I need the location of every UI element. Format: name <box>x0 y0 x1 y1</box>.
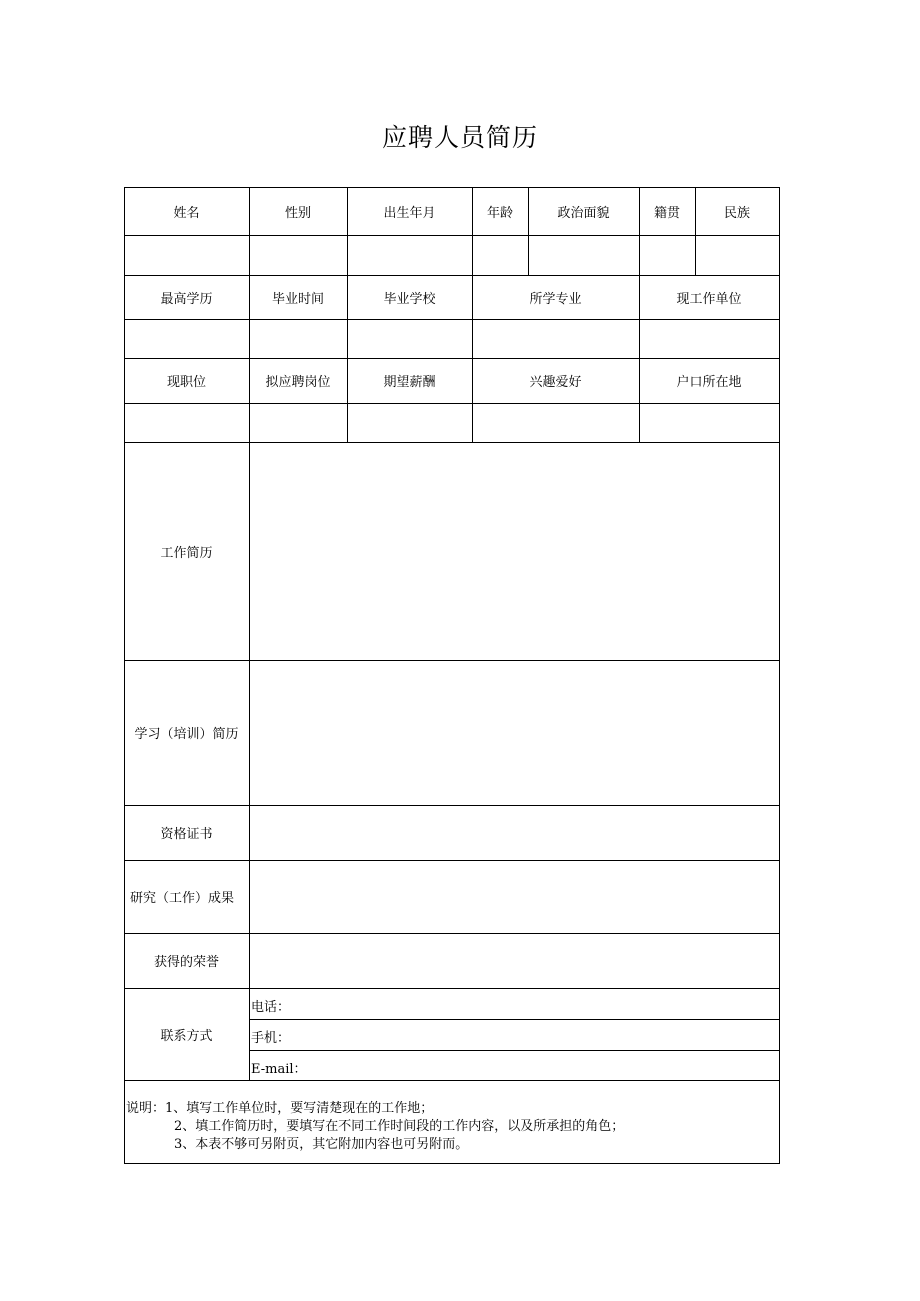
input-age[interactable] <box>473 236 528 275</box>
header-graduation-time: 毕业时间 <box>271 291 324 307</box>
rule <box>249 1050 780 1051</box>
input-name[interactable] <box>125 236 249 275</box>
input-salary[interactable] <box>348 404 472 442</box>
label-certificates: 资格证书 <box>160 827 213 842</box>
header-education: 最高学历 <box>160 291 213 307</box>
header-school: 毕业学校 <box>383 291 436 307</box>
note-line-3: 3、本表不够可另附页，其它附加内容也可另附而。 <box>174 1137 469 1152</box>
header-employer: 现工作单位 <box>676 291 742 307</box>
header-ethnicity: 民族 <box>723 205 750 221</box>
input-work-history[interactable] <box>250 443 779 660</box>
input-birth[interactable] <box>348 236 472 275</box>
page-title: 应聘人员简历 <box>381 123 538 152</box>
rule <box>124 1080 780 1081</box>
header-major: 所学专业 <box>529 291 582 307</box>
input-target-position[interactable] <box>250 404 347 442</box>
header-hobbies: 兴趣爱好 <box>529 375 582 390</box>
input-study-history[interactable] <box>250 661 779 805</box>
input-political[interactable] <box>529 236 639 275</box>
note-line-1: 说明：1、填写工作单位时，要写清楚现在的工作地； <box>126 1101 434 1116</box>
input-hobbies[interactable] <box>473 404 639 442</box>
header-salary: 期望薪酬 <box>383 375 436 390</box>
rule <box>249 1019 780 1020</box>
header-native-place: 籍贯 <box>653 205 680 221</box>
label-work-history: 工作简历 <box>160 545 213 561</box>
contact-phone-field[interactable]: 电话： <box>251 1000 291 1015</box>
border-right <box>779 187 780 1164</box>
contact-mobile-field[interactable]: 手机： <box>251 1031 291 1046</box>
input-household[interactable] <box>640 404 779 442</box>
contact-email-field[interactable]: E-mail： <box>251 1062 307 1077</box>
input-graduation-time[interactable] <box>250 320 347 358</box>
input-certificates[interactable] <box>250 806 779 860</box>
header-target-position: 拟应聘岗位 <box>265 375 331 390</box>
border-bottom <box>124 1163 780 1164</box>
note-line-2: 2、填工作简历时，要填写在不同工作时间段的工作内容，以及所承担的角色； <box>174 1119 625 1134</box>
input-education[interactable] <box>125 320 249 358</box>
label-honors: 获得的荣誉 <box>153 955 219 970</box>
label-research-results: 研究（工作）成果 <box>129 891 234 906</box>
input-honors[interactable] <box>250 934 779 988</box>
input-employer[interactable] <box>640 320 779 358</box>
input-native-place[interactable] <box>640 236 695 275</box>
input-position[interactable] <box>125 404 249 442</box>
header-name: 姓名 <box>173 205 200 221</box>
header-birth: 出生年月 <box>383 205 436 221</box>
header-position: 现职位 <box>166 375 206 390</box>
header-household: 户口所在地 <box>676 375 742 390</box>
input-school[interactable] <box>348 320 472 358</box>
input-major[interactable] <box>473 320 639 358</box>
input-ethnicity[interactable] <box>696 236 779 275</box>
header-age: 年龄 <box>486 205 513 221</box>
header-political: 政治面貌 <box>557 205 610 221</box>
label-contact: 联系方式 <box>160 1028 213 1044</box>
input-gender[interactable] <box>250 236 347 275</box>
label-study-history: 学习（培训）简历 <box>134 727 239 742</box>
input-research-results[interactable] <box>250 861 779 933</box>
header-gender: 性别 <box>284 205 311 221</box>
